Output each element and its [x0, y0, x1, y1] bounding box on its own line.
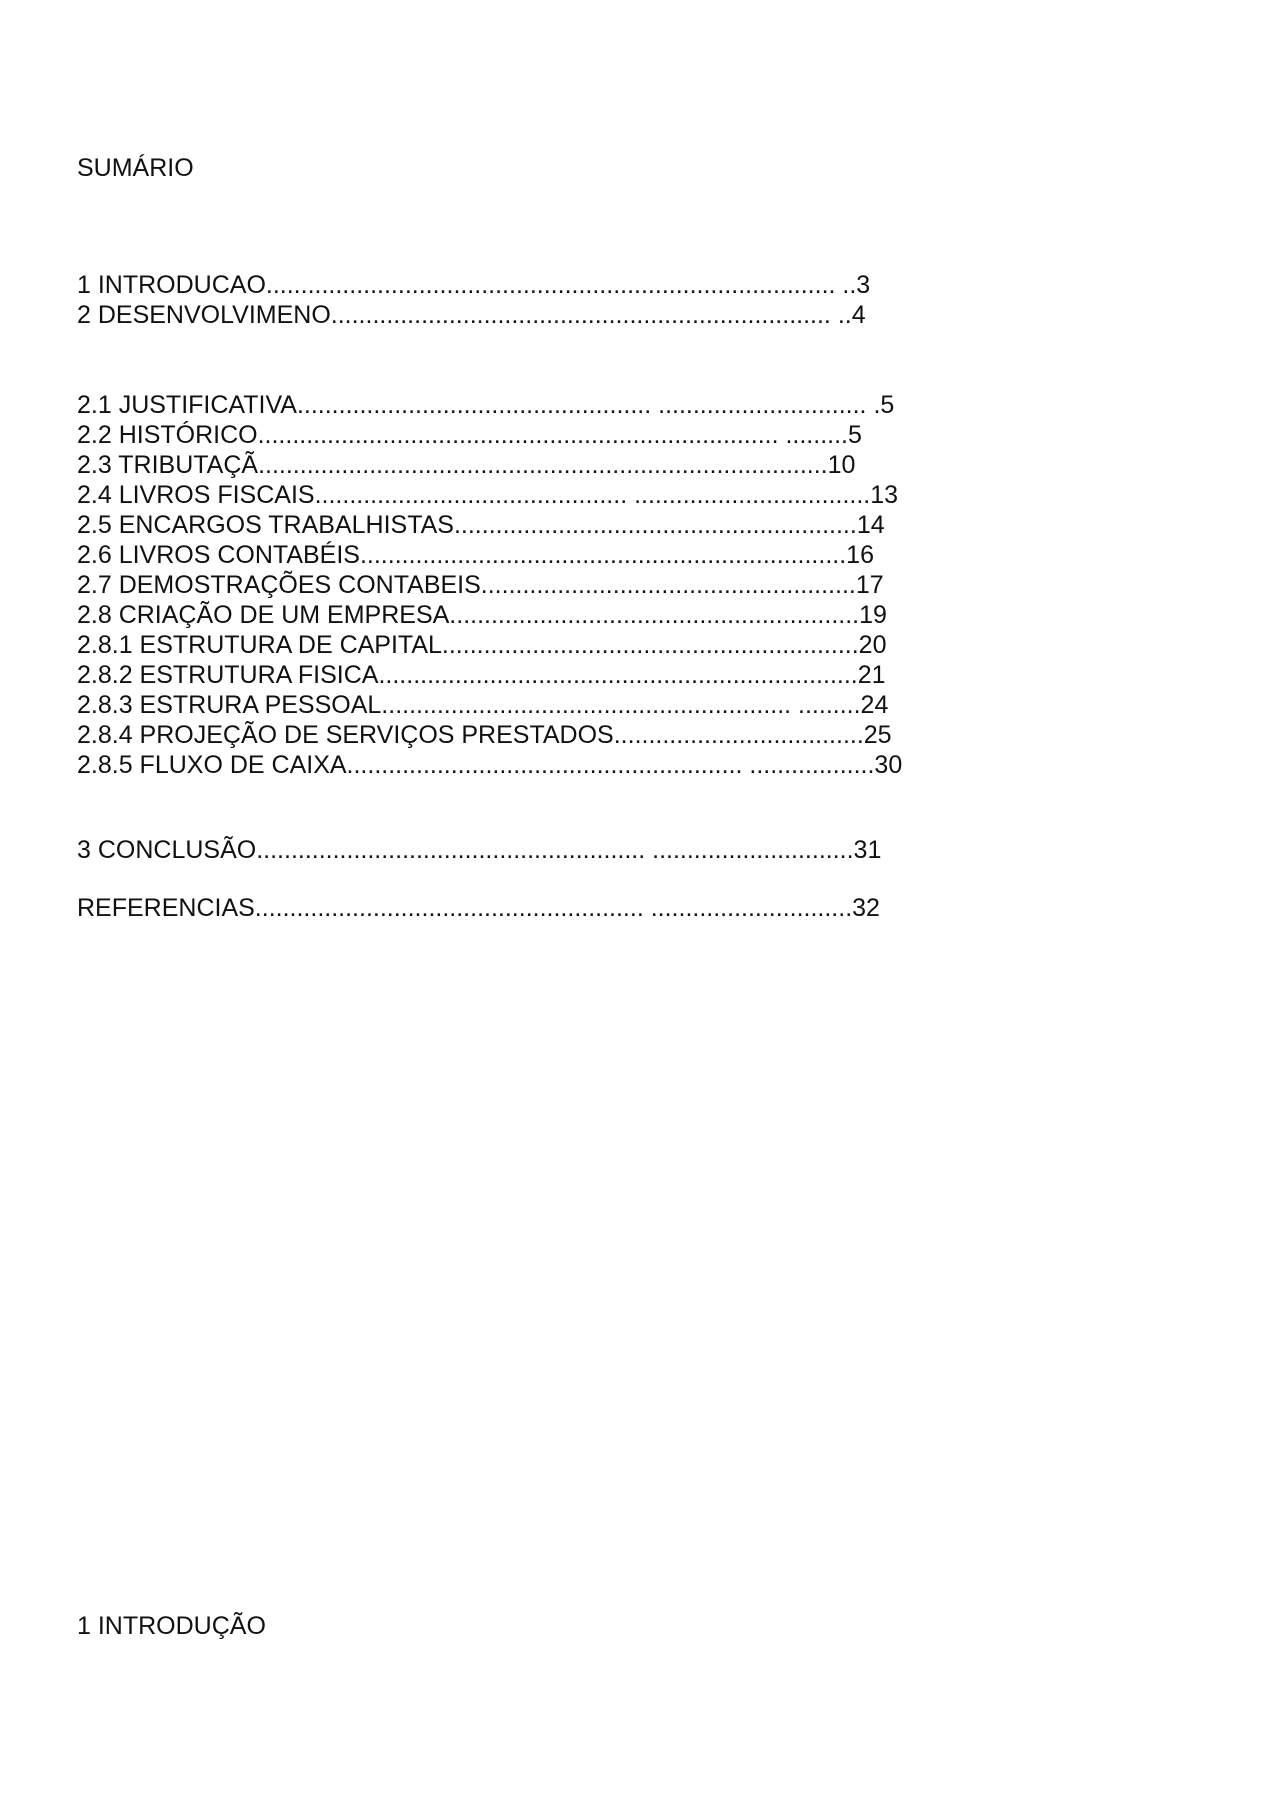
toc-entry-2-4-livros-fiscais: 2.4 LIVROS FISCAIS............................................. ..................................13 [77, 481, 899, 509]
toc-entry-2-5-encargos-trabalhistas: 2.5 ENCARGOS TRABALHISTAS..........................................................14 [77, 511, 885, 539]
toc-title: SUMÁRIO [77, 154, 194, 182]
toc-entry-2-8-4-projecao-servicos: 2.8.4 PROJEÇÃO DE SERVIÇOS PRESTADOS....................................25 [77, 721, 892, 749]
toc-entry-2-8-criacao-empresa: 2.8 CRIAÇÃO DE UM EMPRESA...........................................................19 [77, 601, 887, 629]
toc-entry-referencias: REFERENCIAS........................................................ .............................32 [77, 894, 880, 922]
toc-entry-2-1-justificativa: 2.1 JUSTIFICATIVA................................................... .............................. .5 [77, 391, 895, 419]
toc-entry-2-3-tributacao: 2.3 TRIBUTAÇÃ..................................................................................10 [77, 451, 856, 479]
toc-entry-2-8-2-estrutura-fisica: 2.8.2 ESTRUTURA FISICA.....................................................................21 [77, 661, 886, 689]
toc-entry-2-8-1-estrutura-capital: 2.8.1 ESTRUTURA DE CAPITAL............................................................20 [77, 631, 887, 659]
toc-entry-2-8-5-fluxo-caixa: 2.8.5 FLUXO DE CAIXA......................................................... ..................30 [77, 751, 903, 779]
toc-entry-2-desenvolvimento: 2 DESENVOLVIMENO........................................................................ ..4 [77, 301, 866, 329]
toc-entry-1-introducao: 1 INTRODUCAO.................................................................................. ..3 [77, 271, 871, 299]
toc-entry-3-conclusao: 3 CONCLUSÃO........................................................ .............................31 [77, 836, 882, 864]
toc-entry-2-8-3-estrutura-pessoal: 2.8.3 ESTRURA PESSOAL........................................................... .........24 [77, 691, 889, 719]
toc-entry-2-6-livros-contabeis: 2.6 LIVROS CONTABÉIS......................................................................16 [77, 541, 874, 569]
section-heading: 1 INTRODUÇÃO [77, 1612, 266, 1640]
toc-entry-2-7-demonstracoes-contabeis: 2.7 DEMOSTRAÇÕES CONTABEIS......................................................17 [77, 571, 884, 599]
toc-entry-2-2-historico: 2.2 HISTÓRICO........................................................................... .........5 [77, 421, 862, 449]
